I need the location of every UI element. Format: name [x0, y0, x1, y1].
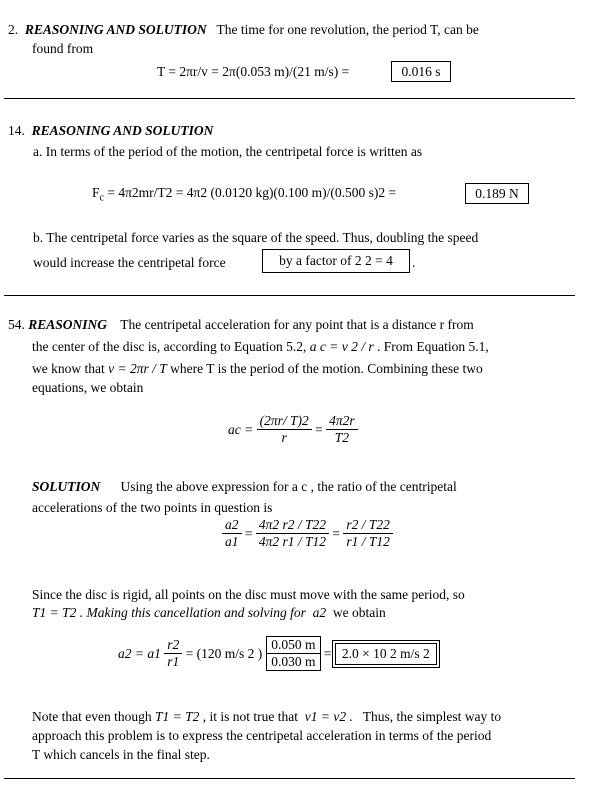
paragraph-text: The centripetal acceleration for any point that is a distance r from [120, 317, 474, 332]
denominator: r1 [167, 654, 180, 669]
section-heading: REASONING [28, 317, 108, 332]
ratio-numerator: 0.050 m [267, 637, 319, 654]
paragraph-text: we obtain [332, 605, 386, 620]
fraction [256, 517, 329, 550]
section-heading: SOLUTION [32, 479, 101, 494]
paragraph-text: , it is not true that [202, 709, 298, 724]
paragraph-text: where T is the period of the motion. Combining these two [170, 361, 483, 376]
separator-rule [4, 778, 575, 779]
inline-formula: v = 2πr / T [108, 361, 167, 376]
inline-formula: a c = v 2 / r [309, 339, 374, 354]
denominator: T2 [334, 430, 350, 445]
denominator: r [281, 430, 287, 445]
numerator: r2 [164, 637, 182, 654]
equation-subscript: c [99, 192, 104, 204]
inline-formula: T1 = T2 . Making this cancellation and solving for [32, 605, 306, 620]
denominator: a1 [225, 534, 239, 549]
equation-lhs: ac = [228, 421, 254, 437]
ratio-box [266, 636, 320, 671]
punctuation: . [412, 255, 416, 270]
fraction [257, 413, 312, 446]
numerator: 4π2r [326, 413, 358, 430]
paragraph-line [32, 709, 501, 725]
equation-result [118, 636, 437, 671]
paragraph-text: would increase the centripetal force [33, 255, 226, 270]
paragraph-text: a. In terms of the period of the motion, the centripetal force is written as [33, 144, 423, 159]
ratio-denominator: 0.030 m [271, 654, 316, 669]
numerator: (2πr/ T)2 [257, 413, 312, 430]
separator-rule [4, 295, 575, 296]
problem-number: 14. [8, 123, 25, 138]
paragraph-text: accelerations of the two points in question is [32, 500, 273, 515]
equation-lhs: F [92, 185, 100, 200]
numerator: a2 [222, 517, 242, 534]
problem-number: 2. [8, 22, 19, 37]
paragraph-line [32, 339, 489, 355]
fraction [343, 517, 393, 550]
equation-ratio: $\frac{a2}{a1}$ = $\frac{4\pi 2 r2 / T22}{4\pi 2 r1 / T12}$ = $\frac{r2 / T22}{r1 / T12}$ [222, 517, 393, 550]
inline-formula: a2 [312, 605, 327, 620]
paragraph-text: b. The centripetal force varies as the square of the speed. Thus, doubling the speed [33, 230, 479, 245]
answer-box: 2.0 × 10 2 m/s 2 [335, 643, 437, 665]
paragraph-text: the center of the disc is, according to Equation 5.2, [32, 339, 307, 354]
numerator: r2 / T22 [343, 517, 393, 534]
inline-formula: v1 = v2 . [304, 709, 353, 724]
paragraph-text: found from [32, 41, 94, 56]
problem-14-heading [8, 123, 213, 139]
fraction [222, 517, 242, 550]
section-heading: REASONING AND SOLUTION [24, 22, 207, 37]
paragraph-text: T which cancels in the final step. [32, 747, 210, 762]
problem-2-line-1 [8, 22, 479, 38]
answer-box: 0.016 s [391, 61, 451, 82]
equation-lhs: a2 = a1 [118, 645, 161, 661]
paragraph-text: Since the disc is rigid, all points on the disc must move with the same period, so [32, 587, 465, 602]
fraction [326, 413, 358, 446]
equation: T = 2πr/v = 2π(0.053 m)/(21 m/s) = [157, 64, 350, 79]
paragraph-text: Using the above expression for a c , the ratio of the centripetal [120, 479, 457, 494]
denominator: 4π2 r1 / T12 [258, 534, 327, 549]
equation-centripetal: ac = $\frac{(2\pi r/ T)2}{r}$ = $\frac{4\pi 2r}{T2}$ [228, 413, 358, 446]
paragraph-line [32, 361, 483, 377]
paragraph-text: Thus, the simplest way to [362, 709, 502, 724]
paragraph-text: we know that [32, 361, 105, 376]
answer-box: by a factor of 2 2 = 4 [262, 249, 410, 273]
paragraph-text: . From Equation 5.1, [377, 339, 489, 354]
paragraph-text: equations, we obtain [32, 380, 144, 395]
numerator: 4π2 r2 / T22 [256, 517, 329, 534]
answer-box: 0.189 N [465, 183, 529, 204]
equals-sign: = [323, 645, 332, 661]
paragraph-text: The time for one revolution, the period T, can be [216, 22, 479, 37]
paragraph-text: approach this problem is to express the centripetal acceleration in terms of the period [32, 728, 492, 743]
equation-value: = (120 m/s 2 ) [185, 645, 263, 661]
equation [92, 185, 397, 204]
problem-54-line-1 [8, 317, 474, 333]
paragraph-text: Note that even though [32, 709, 152, 724]
equation-rhs: = 4π2mr/T2 = 4π2 (0.0120 kg)(0.100 m)/(0.500 s)2 = [107, 185, 397, 200]
solution-line-1 [32, 479, 457, 495]
fraction [164, 637, 182, 670]
paragraph-line [32, 605, 386, 621]
problem-number: 54. [8, 317, 25, 332]
separator-rule [4, 98, 575, 99]
denominator: r1 / T12 [346, 534, 390, 549]
inline-formula: T1 = T2 [154, 709, 200, 724]
section-heading: REASONING AND SOLUTION [31, 123, 214, 138]
